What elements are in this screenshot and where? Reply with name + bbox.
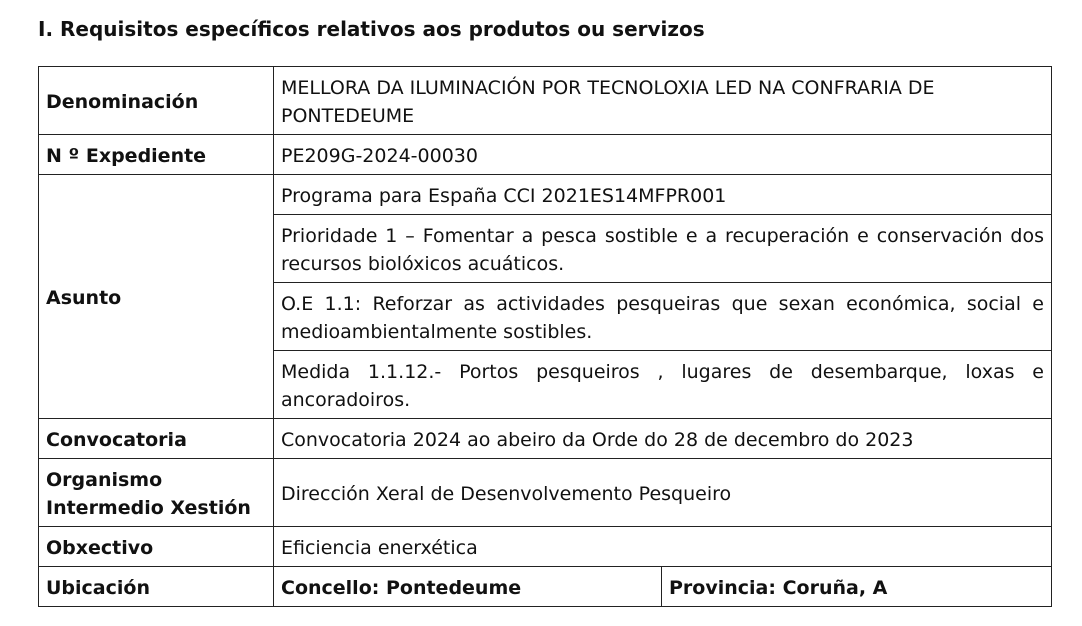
obxectivo-value: Eficiencia enerxética (274, 527, 1052, 567)
asunto-label: Asunto (39, 175, 274, 419)
asunto-item: Medida 1.1.12.- Portos pesqueiros , lugares de desembarque, loxas e ancoradoiros. (274, 351, 1052, 419)
table-row-denominacion (39, 67, 1052, 135)
asunto-item: O.E 1.1: Reforzar as actividades pesqueiras que sexan económica, social e medioambientalmente sostibles. (274, 283, 1052, 351)
convocatoria-label: Convocatoria (39, 419, 274, 459)
ubicacion-concello: Concello: Pontedeume (274, 567, 662, 607)
denominacion-value: MELLORA DA ILUMINACIÓN POR TECNOLOXIA LED NA CONFRARIA DE PONTEDEUME (274, 67, 1052, 135)
asunto-item: Prioridade 1 – Fomentar a pesca sostible e a recuperación e conservación dos recursos biolóxicos acuáticos. (274, 215, 1052, 283)
table-row-convocatoria (39, 419, 1052, 459)
asunto-item: Programa para España CCI 2021ES14MFPR001 (274, 175, 1052, 215)
table-row-ubicacion (39, 567, 1052, 607)
expediente-label: N º Expediente (39, 135, 274, 175)
organismo-label: Organismo Intermedio Xestión (39, 459, 274, 527)
ubicacion-label: Ubicación (39, 567, 274, 607)
organismo-value: Dirección Xeral de Desenvolvemento Pesqueiro (274, 459, 1052, 527)
convocatoria-value: Convocatoria 2024 ao abeiro da Orde do 28 de decembro do 2023 (274, 419, 1052, 459)
ubicacion-provincia: Provincia: Coruña, A (662, 567, 1052, 607)
requirements-table (38, 66, 1052, 607)
table-row-obxectivo (39, 527, 1052, 567)
table-row-organismo (39, 459, 1052, 527)
denominacion-label: Denominación (39, 67, 274, 135)
expediente-value: PE209G-2024-00030 (274, 135, 1052, 175)
table-row-asunto (39, 175, 1052, 215)
obxectivo-label: Obxectivo (39, 527, 274, 567)
section-title: I. Requisitos específicos relativos aos produtos ou servizos (38, 17, 705, 41)
table-row-expediente (39, 135, 1052, 175)
